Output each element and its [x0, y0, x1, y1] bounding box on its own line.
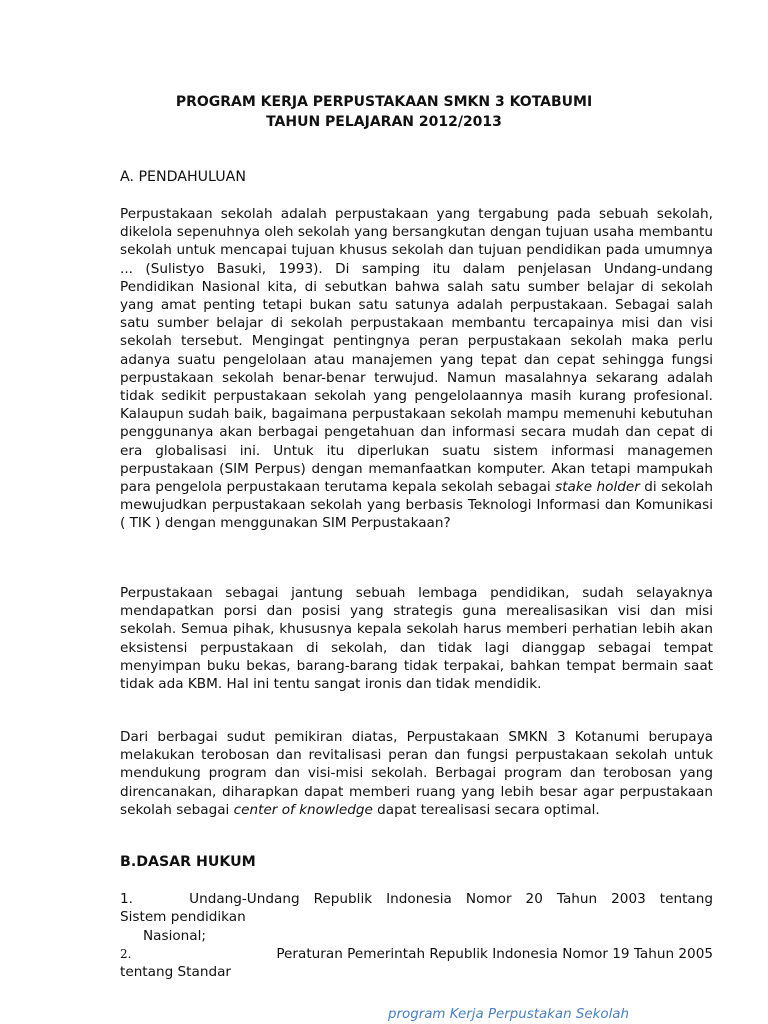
section-b-heading: B.DASAR HUKUM	[120, 854, 256, 870]
legal-item-1-line1: Undang-Undang Republik Indonesia Nomor 20 Tahun 2003 tentang	[189, 891, 713, 907]
paragraph1-part2: di sekolah mewujudkan perpustakaan sekolah yang berbasis Teknologi Informasi dan Komunikasi ( TIK ) dengan menggunakan SIM Perpustakaan?	[120, 479, 713, 532]
paragraph1-part1: Perpustakaan sekolah adalah perpustakaan yang tergabung pada sebuah sekolah, dikelola sepenuhnya oleh sekolah yang bersangkutan dengan tujuan usaha membantu sekolah untuk mencapai tujuan khusus sekolah dan tujuan pendidikan pada umumnya ... (Sulistyo Basuki, 1993). Di samping itu dalam penjelasan Undang-undang Pendidikan Nasional kita, di sebutkan bahwa salah satu sumber belajar di sekolah yang amat penting tetapi bukan satu satunya adalah perpustakaan. Sebagai salah satu sumber belajar di sekolah perpustakaan membantu tercapainya misi dan visi sekolah tersebut. Mengingat pentingnya peran perpustakaan sekolah maka perlu adanya suatu pengelolaan atau manajemen yang tepat dan cepat sehingga fungsi perpustakaan sekolah benar-benar terwujud. Namun masalahnya sekarang adalah tidak sedikit perpustakaan sekolah yang pengelolaannya masih kurang profesional. Kalaupun sudah baik, bagaimana perpustakaan sekolah mampu memenuhi kebutuhan penggunanya akan berbagai pengetahuan dan informasi secara mudah dan cepat di era globalisasi ini. Untuk itu diperlukan suatu sistem informasi managemen perpustakaan (SIM Perpus) dengan memanfaatkan komputer. Akan tetapi mampukah para pengelola perpustakaan terutama kepala sekolah sebagai	[120, 206, 713, 496]
legal-item-1	[120, 890, 713, 908]
legal-item-1-number: 1.	[120, 891, 133, 907]
paragraph3-italic: center of knowledge	[233, 801, 373, 818]
title-line-1: PROGRAM KERJA PERPUSTAKAAN SMKN 3 KOTABUMI	[175, 94, 593, 110]
legal-item-2-cont: tentang Standar	[120, 964, 231, 980]
legal-item-2-line1: Peraturan Pemerintah Republik Indonesia Nomor 19 Tahun 2005	[276, 946, 713, 962]
paragraph1-italic: stake holder	[555, 479, 640, 496]
paragraph-pendahuluan-1	[120, 205, 713, 533]
legal-item-2-number: 2.	[120, 947, 132, 961]
legal-item-1-cont: Sistem pendidikan	[120, 909, 246, 925]
page-footer: program Kerja Perpustakan Sekolah	[388, 1007, 629, 1022]
paragraph-pendahuluan-2	[120, 584, 713, 693]
paragraph3-part2: dapat terealisasi secara optimal.	[372, 801, 600, 818]
paragraph-pendahuluan-3	[120, 728, 713, 819]
section-a-heading: A. PENDAHULUAN	[120, 169, 246, 185]
legal-item-1-cont2: Nasional;	[143, 928, 206, 944]
legal-item-2	[120, 945, 713, 963]
paragraph2-text: Perpustakaan sebagai jantung sebuah lembaga pendidikan, sudah selayaknya mendapatkan porsi dan posisi yang strategis guna merealisasikan visi dan misi sekolah. Semua pihak, khususnya kepala sekolah harus memberi perhatian lebih akan eksistensi perpustakaan di sekolah, dan tidak lagi dianggap sebagai tempat menyimpan buku bekas, barang-barang tidak terpakai, bahkan tempat bermain saat tidak ada KBM. Hal ini tentu sangat ironis dan tidak mendidik.	[120, 585, 713, 693]
title-line-2: TAHUN PELAJARAN 2012/2013	[266, 114, 502, 130]
document-title	[0, 92, 768, 132]
paragraph3-part1: Dari berbagai sudut pemikiran diatas, Perpustakaan SMKN 3 Kotanumi berupaya melakukan terobosan dan revitalisasi peran dan fungsi perpustakaan sekolah untuk mendukung program dan visi-misi sekolah. Berbagai program dan terobosan yang direncanakan, diharapkan dapat memberi ruang yang lebih besar agar perpustakaan sekolah sebagai	[120, 729, 713, 818]
